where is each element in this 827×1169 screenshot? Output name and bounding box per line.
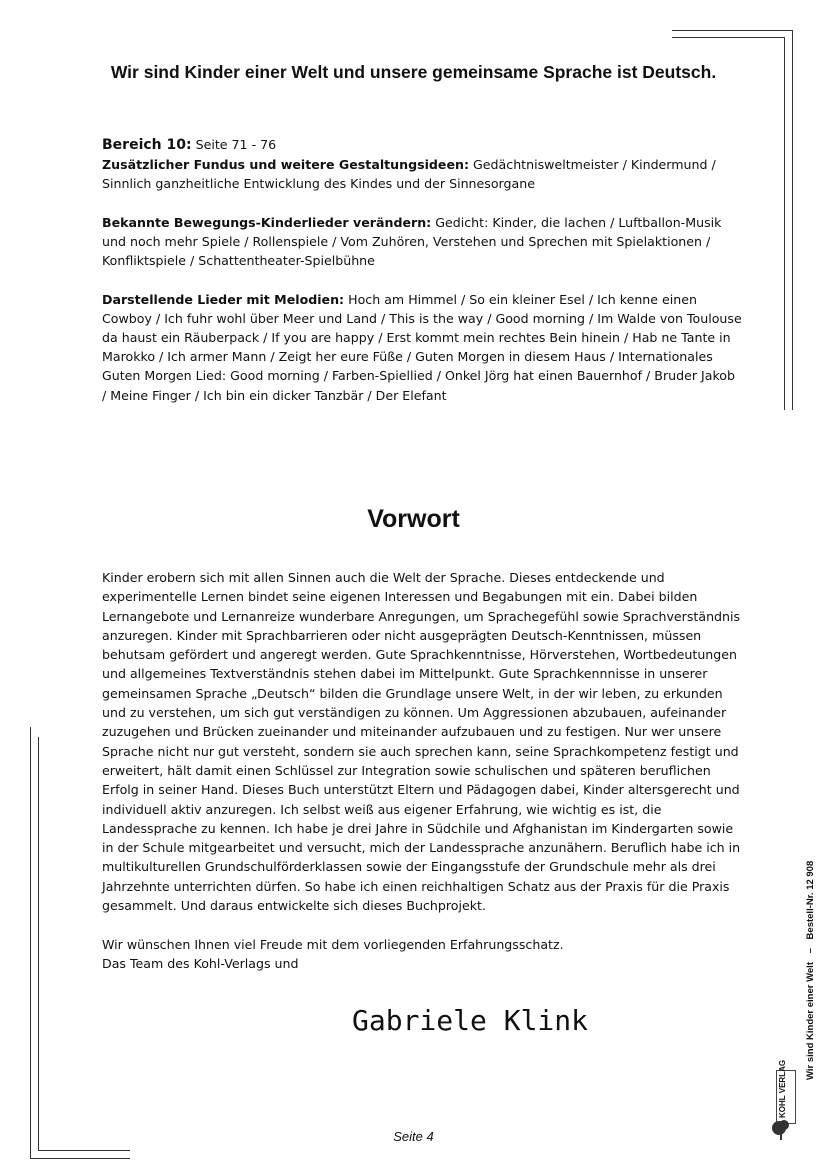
closing-line: Das Team des Kohl-Verlags und xyxy=(102,955,299,971)
contents-overview xyxy=(102,135,742,424)
frame-line xyxy=(792,30,793,410)
frame-line xyxy=(30,1158,130,1159)
section-paragraph xyxy=(102,290,742,405)
foreword-body: Kinder erobern sich mit allen Sinnen auch die Welt der Sprache. Dieses entdeckende und experimentelle Lernen bindet seine eigenen Interessen und Begabungen mit ein. Dabei bilden Lernangebote und Lernanreize wunderbare Anregungen, um Sprachegefühl sowie Sprachverständnis anzuregen. Kinder mit Sprachbarrieren oder nicht ausgeprägten Deutsch-Kenntnissen, müssen behutsam gefördert und angeregt werden. Gute Sprachkenntnisse, Hörverstehen, Wortbedeutungen und allgemeines Textverständnis stehen dabei im Mittelpunkt. Gute Sprachkennnisse in unserer gemeinsamen Sprache „Deutsch“ bilden die Grundlage unsere Welt, in der wir leben, zu erkunden und zu verstehen, um sich gut verständigen zu können. Um Aggressionen abzubauen, aufeinander zuzugehen und Brücken zueinander und miteinander aufzubauen und zu festigen. Nur wer unsere Sprache nicht nur gut versteht, sondern sie auch sprechen kann, seine Sprachkompetenz festigt und erweitert, hält damit einen Schlüssel zur Integration sowie schulischen und späteren beruflichen Erfolg in seiner Hand. Dieses Buch unterstützt Eltern und Pädagogen dabei, Kinder altersgerecht und individuell aktiv anzuregen. Ich selbst weiß aus eigener Erfahrung, wie wichtig es ist, die Landessprache zu kennen. Ich habe je drei Jahre in Südchile und Afghanistan im Kindergarten sowie in der Schule mitgearbeitet und versucht, mich der Landessprache anzunähern. Beruflich habe ich in multikulturellen Grundschulförderklassen sowie der Eingangsstufe der Grundschule mehr als drei Jahrzehnte unterrichten dürfen. So habe ich einen reichhaltigen Schatz aus der Praxis für die Praxis gesammelt. Und daraus entwickelte sich dieses Buchprojekt. xyxy=(102,570,741,914)
section-heading: Darstellende Lieder mit Melodien: xyxy=(102,291,345,307)
frame-line xyxy=(38,737,39,1151)
range-line xyxy=(102,135,742,194)
range-label: Bereich 10: xyxy=(102,137,192,153)
range-pages: Seite 71 - 76 xyxy=(195,137,277,152)
frame-line xyxy=(672,37,784,38)
side-separator: – xyxy=(805,948,816,954)
frame-line xyxy=(672,30,792,31)
signature: Gabriele Klink xyxy=(352,1004,589,1037)
frame-line xyxy=(784,37,785,410)
foreword-closing xyxy=(102,935,742,974)
side-strip xyxy=(805,855,816,1080)
side-order-number: Bestell-Nr. 12 908 xyxy=(805,860,816,940)
foreword-title: Vorwort xyxy=(367,505,460,533)
section-text: Hoch am Himmel / So ein kleiner Esel / Ich kenne einen Cowboy / Ich fuhr wohl über Meer und Land / This is the way / Good morning / Im Walde von Toulouse da haust ein Räuberpack / If you are happy / Erst kommt mein rechtes Bein hinein / Hab ne Tante in Marokko / Ich armer Mann / Zeigt her eure Füße / Guten Morgen in diesem Haus / Internationales Guten Morgen Lied: Good morning / Farben-Spiellied / Onkel Jörg hat einen Bauernhof / Bruder Jakob / Meine Finger / Ich bin ein dicker Tanzbär / Der Elefant xyxy=(102,291,742,403)
closing-line: Wir wünschen Ihnen viel Freude mit dem vorliegenden Erfahrungsschatz. xyxy=(102,936,564,952)
section-heading: Zusätzlicher Fundus und weitere Gestaltungsideen: xyxy=(102,157,470,173)
page-header-title: Wir sind Kinder einer Welt und unsere gemeinsame Sprache ist Deutsch. xyxy=(110,62,717,82)
section-heading: Bekannte Bewegungs-Kinderlieder verändern: xyxy=(102,214,432,230)
foreword-text xyxy=(102,568,742,973)
publisher-logo-text: KOHL VERLAG xyxy=(778,1059,787,1118)
section-text: Gedächtnisweltmeister / Kindermund / Sinnlich ganzheitliche Entwicklung des Kindes und der Sinnesorgane xyxy=(102,157,716,192)
side-book-title: Wir sind Kinder einer Welt xyxy=(805,962,816,1080)
frame-line xyxy=(38,1150,130,1151)
tree-logo-icon xyxy=(770,1116,792,1142)
page-number: Seite 4 xyxy=(393,1129,434,1144)
section-paragraph xyxy=(102,213,742,271)
section-text: Gedicht: Kinder, die lachen / Luftballon-Musik und noch mehr Spiele / Rollenspiele / Vom Zuhören, Verstehen und Sprechen mit Spielaktionen / Konfliktspiele / Schattentheater-Spielbühne xyxy=(102,214,722,269)
frame-line xyxy=(30,727,31,1159)
